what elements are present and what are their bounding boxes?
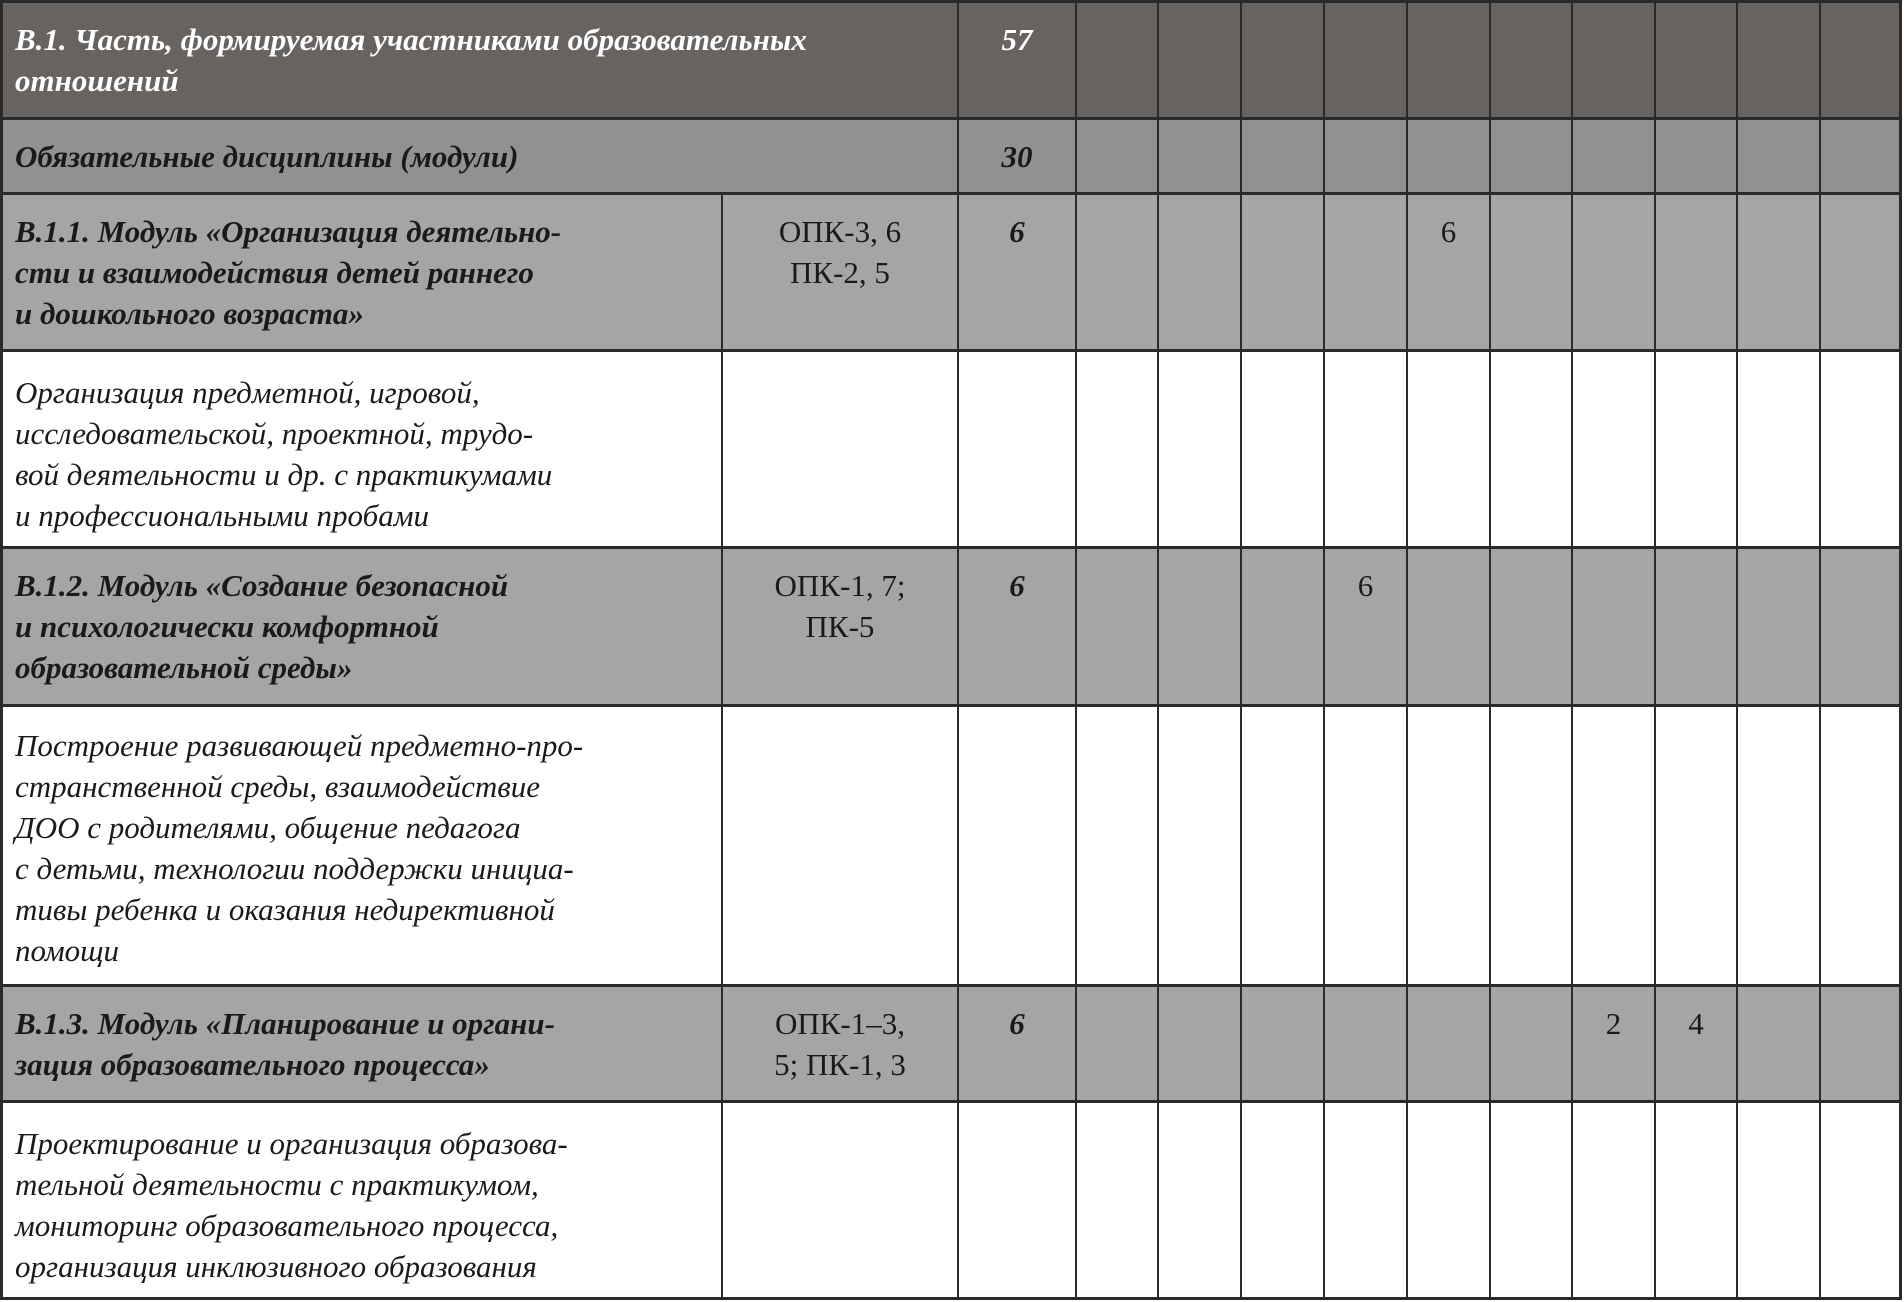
competency-line: ПК-2, 5 [790, 255, 890, 290]
description-line: помощи [15, 933, 120, 968]
semester-cell [1406, 987, 1489, 1103]
semester-cell [1075, 120, 1157, 195]
semester-cell [1736, 987, 1819, 1103]
semester-cell [1489, 352, 1571, 549]
description-line: Организация предметной, игровой, [15, 375, 480, 410]
credits-value: 6 [1009, 214, 1025, 249]
title-line: образовательной среды» [15, 650, 353, 685]
table-row-module [0, 546, 1902, 707]
semester-cell [1075, 352, 1157, 549]
description-line: странственной среды, взаимодействие [15, 769, 541, 804]
semester-cell [1736, 195, 1819, 352]
title-cell [0, 352, 721, 549]
semester-cell [1406, 3, 1489, 120]
semester-cell [1736, 120, 1819, 195]
semester-cell [1323, 195, 1406, 352]
row-title [15, 136, 947, 177]
title-text: Обязательные дисциплины (модули) [15, 139, 519, 174]
semester-cell [1157, 352, 1240, 549]
title-cell [0, 1103, 721, 1299]
row-title [15, 565, 711, 688]
table-bottom-border [0, 1297, 1902, 1300]
semester-cell [1571, 987, 1654, 1103]
semester-cell [1157, 549, 1240, 707]
semester-cell [1406, 1103, 1489, 1299]
semester-cell [1654, 707, 1736, 987]
semester-cell [1323, 549, 1406, 707]
competencies-cell [721, 352, 957, 549]
semester-cell [1489, 987, 1571, 1103]
semester-cell [1240, 352, 1323, 549]
semester-cell [1571, 1103, 1654, 1299]
semester-cell [1240, 987, 1323, 1103]
semester-cell [1571, 352, 1654, 549]
semester-cell [1075, 987, 1157, 1103]
credits-cell [957, 707, 1075, 987]
semester-cell [1819, 3, 1902, 120]
title-cell [0, 195, 721, 352]
semester-cell [1240, 3, 1323, 120]
table-row-section [0, 117, 1902, 195]
table-row-description [0, 1100, 1902, 1299]
description-line: тельной деятельности с практикумом, [15, 1167, 539, 1202]
semester-cell [1736, 707, 1819, 987]
semester-cell [1157, 3, 1240, 120]
title-line: В.1.2. Модуль «Создание безопасной [15, 568, 509, 603]
description-line: вой деятельности и др. с практикумами [15, 457, 553, 492]
semester-cell [1489, 195, 1571, 352]
row-title [15, 19, 947, 101]
row-title [15, 211, 711, 334]
title-cell [0, 987, 721, 1103]
description-line: и профессиональными пробами [15, 498, 430, 533]
semester-cell [1240, 1103, 1323, 1299]
competency-line: ОПК-3, 6 [778, 214, 902, 249]
semester-cell [1819, 120, 1902, 195]
description-line: исследовательской, проектной, трудо- [15, 416, 534, 451]
semester-value: 2 [1605, 1006, 1622, 1041]
title-text: В.1. Часть, формируемая участниками образовательных отношений [15, 22, 807, 98]
credits-value: 57 [1001, 22, 1033, 57]
semester-cell [1819, 1103, 1902, 1299]
competency-line: ОПК-1–3, [774, 1006, 906, 1041]
semester-cell [1323, 707, 1406, 987]
competency-line: ОПК-1, 7; [774, 568, 906, 603]
semester-cell [1489, 1103, 1571, 1299]
title-cell [0, 549, 721, 707]
semester-cell [1489, 120, 1571, 195]
title-line: зация образовательного процесса» [15, 1047, 490, 1082]
semester-cell [1075, 707, 1157, 987]
description-line: мониторинг образовательного процесса, [15, 1208, 559, 1243]
semester-cell [1654, 549, 1736, 707]
semester-cell [1736, 549, 1819, 707]
semester-cell [1323, 987, 1406, 1103]
title-cell [0, 120, 957, 195]
semester-cell [1571, 195, 1654, 352]
semester-cell [1819, 549, 1902, 707]
semester-cell [1571, 549, 1654, 707]
title-line: В.1.3. Модуль «Планирование и органи- [15, 1006, 555, 1041]
credits-cell [957, 352, 1075, 549]
semester-cell [1075, 1103, 1157, 1299]
description-line: Проектирование и организация образова- [15, 1126, 568, 1161]
semester-cell [1406, 549, 1489, 707]
description-line: Построение развивающей предметно-про- [15, 728, 584, 763]
competencies [723, 565, 957, 647]
semester-cell [1240, 120, 1323, 195]
semester-cell [1489, 707, 1571, 987]
row-description [15, 725, 711, 971]
table-row-description [0, 349, 1902, 549]
competencies-cell [721, 707, 957, 987]
semester-cell [1489, 3, 1571, 120]
description-line: организация инклюзивного образования [15, 1249, 537, 1284]
semester-cell [1240, 549, 1323, 707]
credits-cell [957, 3, 1075, 120]
semester-cell [1654, 195, 1736, 352]
semester-cell [1075, 549, 1157, 707]
credits-value: 6 [1009, 568, 1025, 603]
semester-value: 4 [1688, 1006, 1704, 1041]
title-line: сти и взаимодействия детей раннего [15, 255, 534, 290]
semester-cell [1323, 3, 1406, 120]
credits-value: 6 [1009, 1006, 1025, 1041]
competencies-cell [721, 1103, 957, 1299]
title-cell [0, 707, 721, 987]
credits-cell [957, 195, 1075, 352]
semester-cell [1571, 707, 1654, 987]
description-line: ДОО с родителями, общение педагога [15, 810, 521, 845]
semester-value: 6 [1357, 568, 1374, 603]
semester-cell [1323, 120, 1406, 195]
competency-line: ПК-5 [805, 609, 875, 644]
credits-cell [957, 120, 1075, 195]
semester-cell [1571, 3, 1654, 120]
semester-cell [1654, 352, 1736, 549]
semester-cell [1157, 120, 1240, 195]
description-line: тивы ребенка и оказания недирективной [15, 892, 555, 927]
table-row-module [0, 192, 1902, 352]
semester-cell [1240, 195, 1323, 352]
semester-cell [1819, 352, 1902, 549]
semester-cell [1406, 707, 1489, 987]
competencies [723, 211, 957, 293]
semester-cell [1075, 3, 1157, 120]
semester-cell [1075, 195, 1157, 352]
semester-cell [1736, 1103, 1819, 1299]
credits-cell [957, 549, 1075, 707]
semester-cell [1489, 549, 1571, 707]
semester-cell [1157, 707, 1240, 987]
semester-cell [1157, 195, 1240, 352]
competencies-cell [721, 195, 957, 352]
credits-cell [957, 1103, 1075, 1299]
semester-cell [1736, 352, 1819, 549]
description-line: с детьми, технологии поддержки инициа- [15, 851, 574, 886]
semester-cell [1654, 987, 1736, 1103]
semester-cell [1157, 1103, 1240, 1299]
semester-cell [1654, 120, 1736, 195]
title-line: и дошкольного возраста» [15, 296, 364, 331]
semester-cell [1323, 352, 1406, 549]
semester-value: 6 [1440, 214, 1457, 249]
title-cell [0, 3, 957, 120]
credits-value: 30 [1001, 139, 1033, 174]
table-row-module [0, 984, 1902, 1103]
competencies-cell [721, 987, 957, 1103]
semester-cell [1323, 1103, 1406, 1299]
row-title [15, 1003, 711, 1085]
semester-cell [1406, 352, 1489, 549]
semester-cell [1819, 987, 1902, 1103]
competencies [723, 1003, 957, 1085]
semester-cell [1571, 120, 1654, 195]
competency-line: 5; ПК-1, 3 [774, 1047, 906, 1082]
semester-cell [1819, 195, 1902, 352]
table-row-description [0, 704, 1902, 987]
semester-cell [1819, 707, 1902, 987]
semester-cell [1654, 1103, 1736, 1299]
semester-cell [1406, 120, 1489, 195]
semester-cell [1157, 987, 1240, 1103]
semester-cell [1406, 195, 1489, 352]
row-description [15, 372, 711, 536]
semester-cell [1736, 3, 1819, 120]
semester-cell [1654, 3, 1736, 120]
competencies-cell [721, 549, 957, 707]
row-description [15, 1123, 711, 1287]
table-row-part [0, 0, 1902, 120]
title-line: и психологически комфортной [15, 609, 439, 644]
credits-cell [957, 987, 1075, 1103]
semester-cell [1240, 707, 1323, 987]
title-line: В.1.1. Модуль «Организация деятельно- [15, 214, 562, 249]
